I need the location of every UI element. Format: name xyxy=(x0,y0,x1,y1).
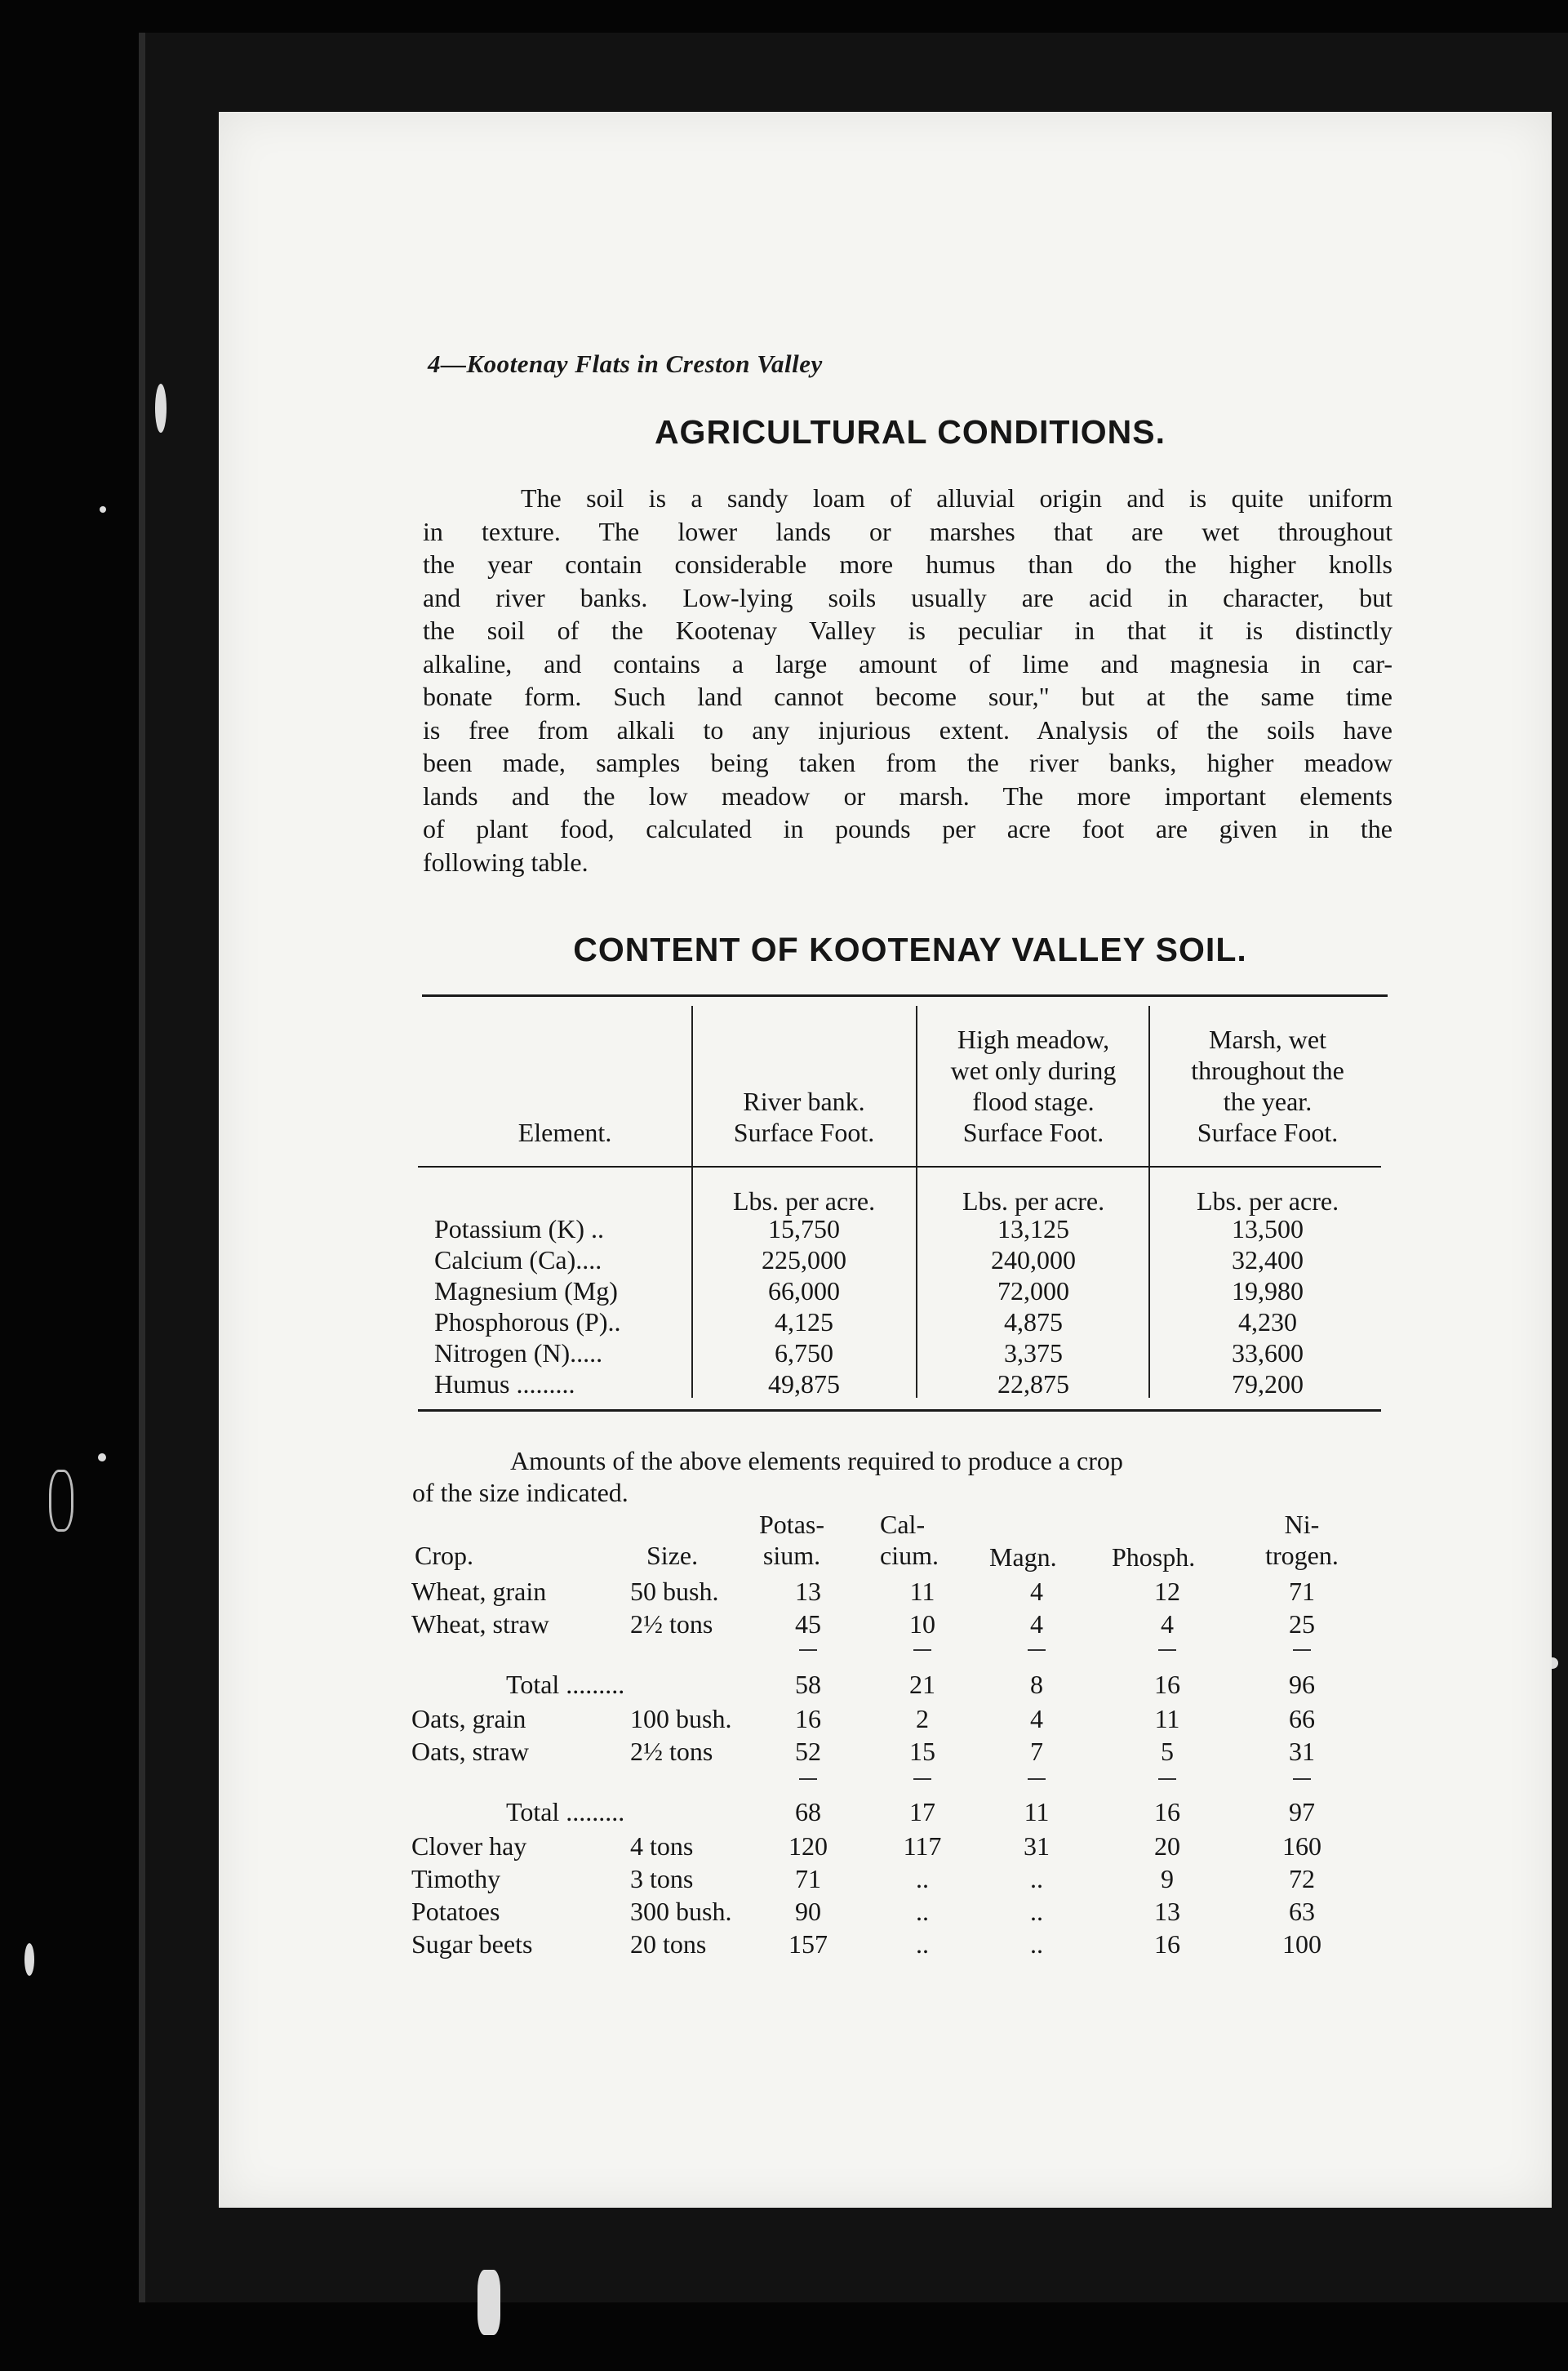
meadow-value: 22,875 xyxy=(997,1369,1069,1399)
crop-value-mag: .. xyxy=(1030,1864,1043,1893)
crop-value-pho: 9 xyxy=(1161,1864,1174,1893)
subtotal-dash xyxy=(799,1778,817,1780)
river-value: 4,125 xyxy=(775,1307,833,1337)
crop-name: Wheat, grain xyxy=(411,1577,547,1606)
crop-value-mag: 7 xyxy=(1030,1737,1043,1766)
crop-value-pho: 5 xyxy=(1161,1737,1174,1766)
header-magnesium: Magn. xyxy=(989,1542,1057,1572)
crop-value-pho: 16 xyxy=(1154,1670,1180,1699)
crop-name: Timothy xyxy=(411,1864,501,1893)
paragraph-line: lands and the low meadow or marsh. The more important elements xyxy=(423,781,1393,811)
crop-value-pho: 16 xyxy=(1154,1797,1180,1826)
meadow-value: 13,125 xyxy=(997,1214,1069,1243)
amounts-line: Amounts of the above elements required to produce a crop xyxy=(510,1446,1123,1475)
element-name: Phosphorous (P).. xyxy=(434,1307,621,1337)
column-divider xyxy=(691,1006,693,1398)
subtotal-dash xyxy=(1028,1778,1046,1780)
paragraph-line: and river banks. Low-lying soils usually are acid in character, but xyxy=(423,582,1393,612)
crop-size: 3 tons xyxy=(630,1864,694,1893)
river-value: 15,750 xyxy=(768,1214,840,1243)
crop-value-nit: 31 xyxy=(1289,1737,1315,1766)
marsh-value: 13,500 xyxy=(1232,1214,1304,1243)
total-label: Total ......... xyxy=(506,1670,625,1699)
subtotal-dash xyxy=(1293,1778,1311,1780)
crop-value-nit: 97 xyxy=(1289,1797,1315,1826)
crop-size: 4 tons xyxy=(630,1831,694,1861)
crop-value-cal: 117 xyxy=(903,1831,942,1861)
subtotal-dash xyxy=(1028,1649,1046,1651)
crop-size: 50 bush. xyxy=(630,1577,719,1606)
dust-speck xyxy=(155,384,167,433)
river-value: 225,000 xyxy=(762,1245,846,1274)
amounts-line: of the size indicated. xyxy=(412,1478,629,1507)
meadow-value: 4,875 xyxy=(1004,1307,1063,1337)
crop-value-pot: 52 xyxy=(795,1737,821,1766)
marsh-value: 19,980 xyxy=(1232,1276,1304,1306)
crop-value-nit: 72 xyxy=(1289,1864,1315,1893)
meadow-value: 3,375 xyxy=(1004,1338,1063,1368)
paragraph-line: is free from alkali to any injurious extent. Analysis of the soils have xyxy=(423,714,1393,745)
crop-value-cal: .. xyxy=(916,1864,929,1893)
subtotal-dash xyxy=(913,1649,931,1651)
intro-paragraph xyxy=(423,482,1393,879)
crop-value-pot: 45 xyxy=(795,1609,821,1639)
marsh-value: 32,400 xyxy=(1232,1245,1304,1274)
paragraph-line: The soil is a sandy loam of alluvial origin and is quite uniform xyxy=(521,483,1393,513)
header-high-meadow: High meadow, wet only during flood stage. Surface Foot. xyxy=(950,1025,1117,1147)
meadow-value: 240,000 xyxy=(991,1245,1076,1274)
paragraph-line: alkaline, and contains a large amount of lime and magnesia in car- xyxy=(423,648,1393,678)
river-value: 66,000 xyxy=(768,1276,840,1306)
table-bottom-rule xyxy=(418,1409,1381,1412)
crop-size: 100 bush. xyxy=(630,1704,732,1733)
crop-value-nit: 71 xyxy=(1289,1577,1315,1606)
paragraph-line: of plant food, calculated in pounds per acre foot are given in the xyxy=(423,814,1393,843)
crop-value-nit: 160 xyxy=(1282,1831,1321,1861)
crop-value-cal: .. xyxy=(916,1897,929,1926)
crop-size: 2½ tons xyxy=(630,1737,713,1766)
unit-label: Lbs. per acre. xyxy=(732,1186,876,1216)
crop-value-pot: 68 xyxy=(795,1797,821,1826)
crop-value-pho: 16 xyxy=(1154,1929,1180,1959)
crop-value-nit: 66 xyxy=(1289,1704,1315,1733)
meadow-value: 72,000 xyxy=(997,1276,1069,1306)
element-name: Nitrogen (N)..... xyxy=(434,1338,603,1368)
crop-value-mag: .. xyxy=(1030,1929,1043,1959)
header-crop: Crop. xyxy=(415,1541,473,1570)
running-head: 4—Kootenay Flats in Creston Valley xyxy=(428,349,823,378)
header-nitrogen: Ni- trogen. xyxy=(1265,1510,1339,1570)
element-name: Calcium (Ca).... xyxy=(434,1245,602,1274)
paragraph-line: been made, samples being taken from the river banks, higher meadow xyxy=(423,748,1393,777)
section-title: AGRICULTURAL CONDITIONS. xyxy=(654,413,1166,451)
dust-speck xyxy=(98,1453,106,1461)
river-value: 6,750 xyxy=(775,1338,833,1368)
amounts-intro xyxy=(412,1445,1384,1509)
dust-speck xyxy=(24,1943,34,1976)
element-name: Magnesium (Mg) xyxy=(434,1276,618,1306)
crop-value-mag: 4 xyxy=(1030,1704,1043,1733)
header-calcium: Cal- cium. xyxy=(880,1510,939,1570)
crop-value-pho: 4 xyxy=(1161,1609,1174,1639)
crop-size: 2½ tons xyxy=(630,1609,713,1639)
crop-value-mag: 4 xyxy=(1030,1609,1043,1639)
soil-content-table xyxy=(418,994,1388,1419)
subtotal-dash xyxy=(1158,1778,1176,1780)
marsh-value: 4,230 xyxy=(1238,1307,1297,1337)
total-label: Total ......... xyxy=(506,1797,625,1826)
crop-size: 20 tons xyxy=(630,1929,707,1959)
header-element: Element. xyxy=(517,1118,612,1147)
header-phosphorus: Phosph. xyxy=(1112,1542,1196,1572)
crop-size: 300 bush. xyxy=(630,1897,732,1926)
header-marsh: Marsh, wet throughout the the year. Surface Foot. xyxy=(1191,1025,1344,1147)
crop-value-nit: 96 xyxy=(1289,1670,1315,1699)
crop-value-nit: 25 xyxy=(1289,1609,1315,1639)
crop-value-pho: 11 xyxy=(1154,1704,1180,1733)
subtotal-dash xyxy=(799,1649,817,1651)
paragraph-line: the soil of the Kootenay Valley is peculiar in that it is distinctly xyxy=(423,616,1393,645)
crop-value-nit: 100 xyxy=(1282,1929,1321,1959)
crop-value-pot: 16 xyxy=(795,1704,821,1733)
element-name: Potassium (K) .. xyxy=(434,1214,604,1243)
subtotal-dash xyxy=(913,1778,931,1780)
header-rule xyxy=(418,1166,1381,1168)
header-river-bank: River bank. Surface Foot. xyxy=(733,1087,875,1147)
crop-name: Oats, straw xyxy=(411,1737,529,1766)
crop-name: Potatoes xyxy=(411,1897,500,1926)
crop-value-pot: 13 xyxy=(795,1577,821,1606)
soil-table-title: CONTENT OF KOOTENAY VALLEY SOIL. xyxy=(573,931,1247,968)
dust-speck xyxy=(478,2270,500,2335)
header-size: Size. xyxy=(646,1541,699,1570)
paragraph-line: in texture. The lower lands or marshes that are wet throughout xyxy=(423,516,1393,546)
crop-value-mag: 8 xyxy=(1030,1670,1043,1699)
crop-requirements-table xyxy=(408,1509,1379,1966)
marsh-value: 79,200 xyxy=(1232,1369,1304,1399)
crop-value-cal: 21 xyxy=(909,1670,935,1699)
paragraph-line: following table. xyxy=(423,847,589,877)
crop-value-cal: 15 xyxy=(909,1737,935,1766)
crop-name: Wheat, straw xyxy=(411,1609,549,1639)
paragraph-line: bonate form. Such land cannot become sour," but at the same time xyxy=(423,682,1393,711)
unit-label: Lbs. per acre. xyxy=(1196,1186,1339,1216)
crop-value-pot: 71 xyxy=(795,1864,821,1893)
crop-value-pot: 157 xyxy=(788,1929,828,1959)
dust-speck xyxy=(49,1470,73,1532)
marsh-value: 33,600 xyxy=(1232,1338,1304,1368)
dust-speck xyxy=(100,506,106,513)
crop-value-pho: 20 xyxy=(1154,1831,1180,1861)
crop-value-cal: 11 xyxy=(909,1577,935,1606)
crop-value-nit: 63 xyxy=(1289,1897,1315,1926)
crop-value-pho: 12 xyxy=(1154,1577,1180,1606)
crop-name: Clover hay xyxy=(411,1831,527,1861)
crop-value-cal: 2 xyxy=(916,1704,929,1733)
crop-value-mag: 11 xyxy=(1024,1797,1050,1826)
crop-value-pot: 58 xyxy=(795,1670,821,1699)
crop-value-mag: 4 xyxy=(1030,1577,1043,1606)
crop-value-cal: 17 xyxy=(909,1797,935,1826)
crop-value-cal: 10 xyxy=(909,1609,935,1639)
crop-value-cal: .. xyxy=(916,1929,929,1959)
subtotal-dash xyxy=(1293,1649,1311,1651)
crop-value-pot: 120 xyxy=(788,1831,828,1861)
crop-value-mag: 31 xyxy=(1024,1831,1050,1861)
subtotal-dash xyxy=(1158,1649,1176,1651)
crop-value-pho: 13 xyxy=(1154,1897,1180,1926)
crop-value-mag: .. xyxy=(1030,1897,1043,1926)
river-value: 49,875 xyxy=(768,1369,840,1399)
element-name: Humus ......... xyxy=(434,1369,575,1399)
unit-label: Lbs. per acre. xyxy=(962,1186,1105,1216)
crop-value-pot: 90 xyxy=(795,1897,821,1926)
crop-name: Sugar beets xyxy=(411,1929,533,1959)
crop-name: Oats, grain xyxy=(411,1704,526,1733)
table-top-rule xyxy=(422,994,1388,997)
header-potassium: Potas- sium. xyxy=(759,1510,824,1570)
paragraph-line: the year contain considerable more humus than do the higher knolls xyxy=(423,549,1393,579)
